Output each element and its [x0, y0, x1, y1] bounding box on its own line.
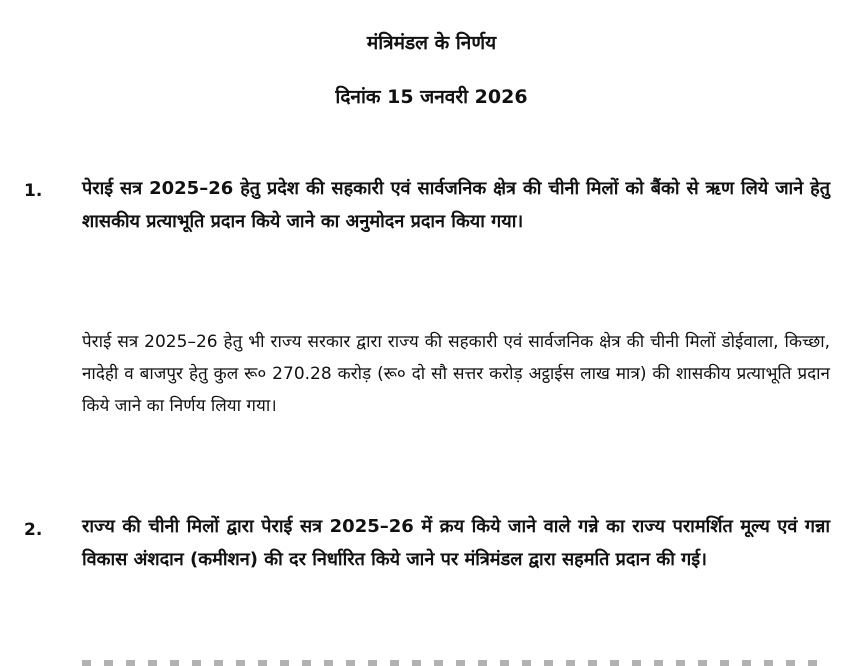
decision-text: पेराई सत्र 2025–26 हेतु प्रदेश की सहकारी एवं सार्वजनिक क्षेत्र की चीनी मिलों को बैंको से ऋण लिये जाने हेतु शासकीय प्रत्याभूति प्रदान किये जाने का अनुमोदन प्रदान किया गया। [82, 178, 830, 232]
decision-text: राज्य की चीनी मिलों द्वारा पेराई सत्र 2025–26 में क्रय किये जाने वाले गन्ने का राज्य परामर्शित मूल्य एवं गन्ना विकास अंशदान (कमीशन) की दर निर्धारित किये जाने पर मंत्रिमंडल द्वारा सहमति प्रदान की गई। [82, 516, 830, 570]
decision-detail: पेराई सत्र 2025–26 हेतु भी राज्य सरकार द्वारा राज्य की सहकारी एवं सार्वजनिक क्षेत्र की चीनी मिलों डोईवाला, किच्छा, नादेही व बाजपुर हेतु कुल रू० 270.28 करोड़ (रू० दो सौ सत्तर करोड़ अट्ठाईस लाख मात्र) की शासकीय प्रत्याभूति प्रदान किये जाने का निर्णय लिया गया। [82, 332, 830, 416]
document-date: दिनांक 15 जनवरी 2026 [335, 86, 528, 108]
item-number: 1. [24, 181, 43, 201]
document-title: मंत्रिमंडल के निर्णय [366, 32, 497, 54]
truncated-next-line [82, 652, 830, 666]
item-number: 2. [24, 520, 43, 540]
